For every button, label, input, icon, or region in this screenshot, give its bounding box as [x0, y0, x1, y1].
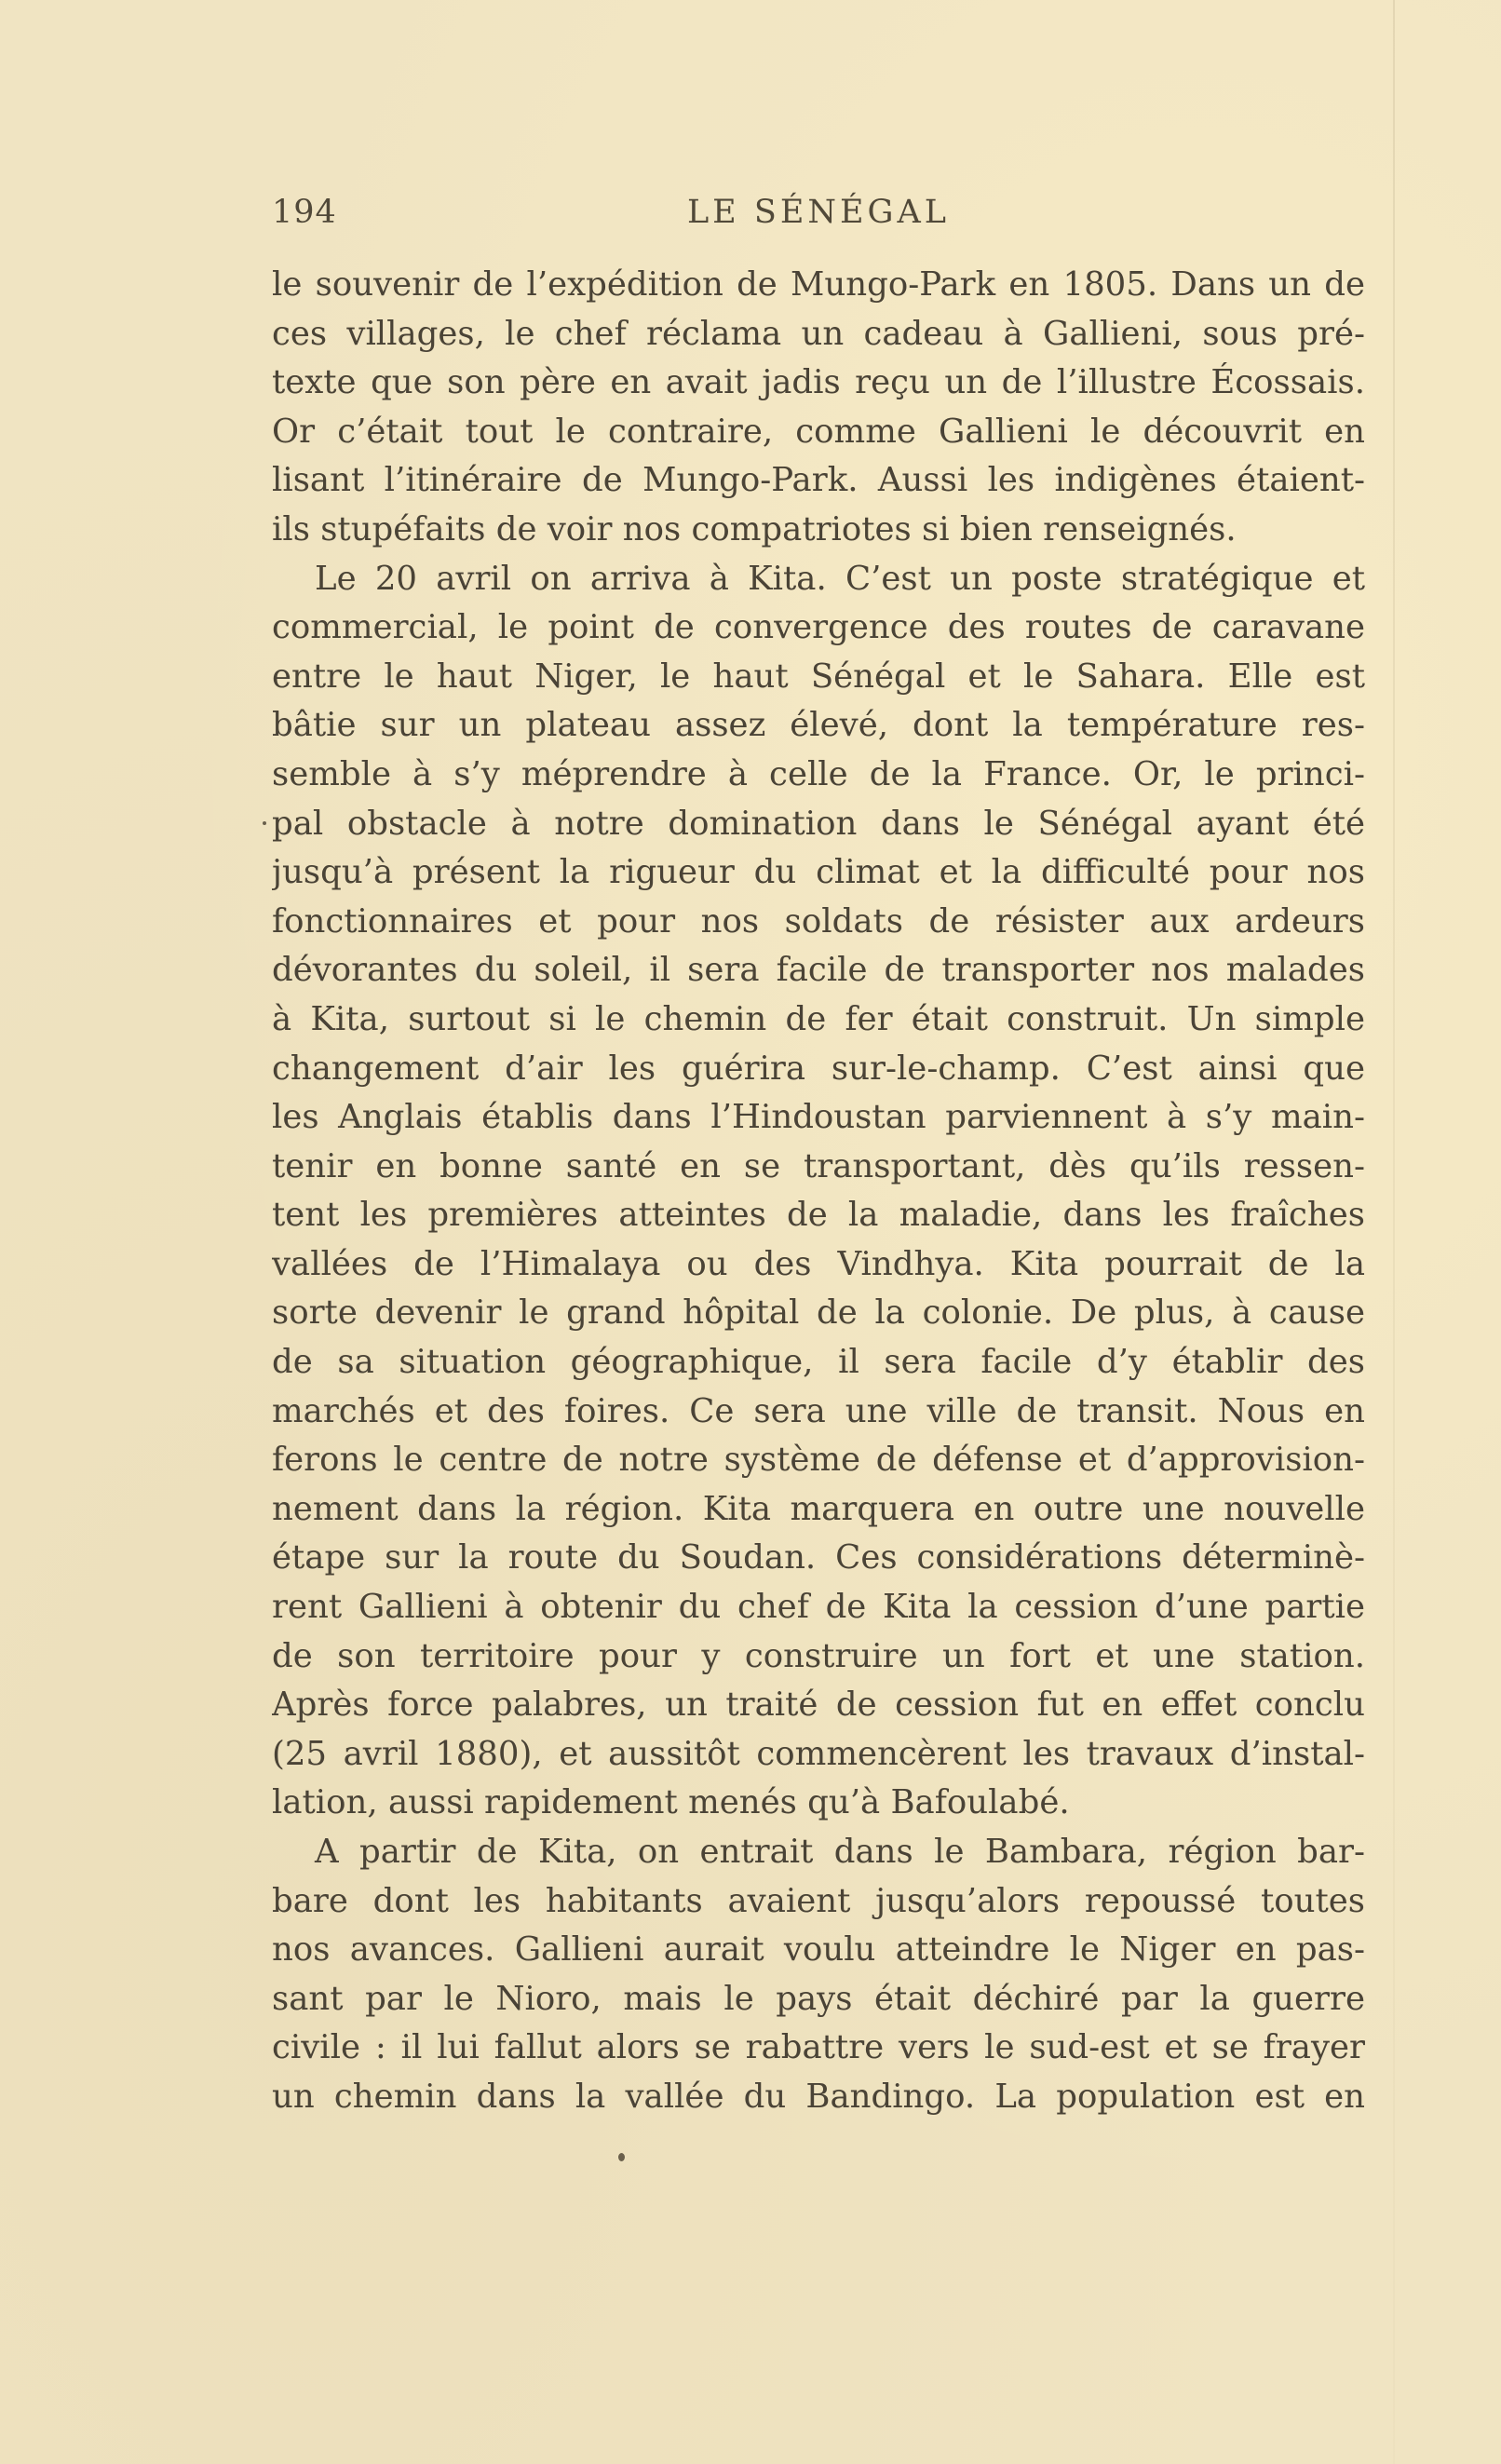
text-line: ils stupéfaits de voir nos compatriotes si bien renseignés.: [272, 509, 1237, 548]
text-line: (25 avril 1880), et aussitôt commencèrent les travaux d’instal-: [272, 1734, 1365, 1773]
text-line: un chemin dans la vallée du Bandingo. La population est en: [272, 2077, 1365, 2116]
text-line: ferons le centre de notre système de défense et d’approvision-: [272, 1441, 1365, 1480]
margin-mark: [263, 821, 266, 825]
text-line: tent les premières atteintes de la maladie, dans les fraîches: [272, 1196, 1365, 1235]
body-text: [272, 261, 1365, 2122]
text-line: civile : il lui fallut alors se rabattre vers le sud-est et se frayer: [272, 2028, 1365, 2067]
text-line: A partir de Kita, on entrait dans le Bambara, région bar-: [315, 1833, 1365, 1871]
text-line: Or c’était tout le contraire, comme Gallieni le découvrit en: [272, 412, 1365, 451]
text-line: bâtie sur un plateau assez élevé, dont la température res-: [272, 706, 1365, 745]
text-line: sorte devenir le grand hôpital de la colonie. De plus, à cause: [272, 1293, 1365, 1333]
text-line: Après force palabres, un traité de cession fut en effet conclu: [272, 1686, 1365, 1725]
text-line: nement dans la région. Kita marquera en outre une nouvelle: [272, 1489, 1365, 1528]
text-line: ces villages, le chef réclama un cadeau à Gallieni, sous pré-: [272, 314, 1365, 353]
text-line: étape sur la route du Soudan. Ces considérations déterminè-: [272, 1538, 1365, 1577]
text-line: marchés et des foires. Ce sera une ville de transit. Nous en: [272, 1391, 1365, 1430]
text-line: lisant l’itinéraire de Mungo-Park. Aussi les indigènes étaient-: [272, 461, 1365, 500]
running-title: LE SÉNÉGAL: [686, 194, 951, 231]
signature-mark: [618, 2153, 625, 2161]
text-line: nos avances. Gallieni aurait voulu atteindre le Niger en pas-: [272, 1930, 1365, 1970]
page-number: 194: [272, 194, 337, 231]
text-line: le souvenir de l’expédition de Mungo-Park en 1805. Dans un de: [272, 265, 1365, 304]
text-line: fonctionnaires et pour nos soldats de résister aux ardeurs: [272, 901, 1365, 941]
text-line: à Kita, surtout si le chemin de fer était construit. Un simple: [272, 999, 1365, 1038]
text-line: sant par le Nioro, mais le pays était déchiré par la guerre: [272, 1979, 1365, 2018]
text-line: les Anglais établis dans l’Hindoustan parviennent à s’y main-: [272, 1098, 1365, 1137]
text-line: entre le haut Niger, le haut Sénégal et le Sahara. Elle est: [272, 657, 1365, 696]
text-line: changement d’air les guérira sur-le-champ. C’est ainsi que: [272, 1049, 1365, 1088]
text-line: rent Gallieni à obtenir du chef de Kita la cession d’une partie: [272, 1588, 1365, 1627]
page-fold-line: [1393, 0, 1395, 2464]
text-line: jusqu’à présent la rigueur du climat et la difficulté pour nos: [272, 853, 1365, 892]
text-line: tenir en bonne santé en se transportant, dès qu’ils ressen-: [272, 1146, 1365, 1185]
text-line: pal obstacle à notre domination dans le Sénégal ayant été: [272, 804, 1365, 843]
text-line: semble à s’y méprendre à celle de la France. Or, le princi-: [272, 754, 1365, 793]
page-header: [272, 194, 1365, 240]
text-line: lation, aussi rapidement menés qu’à Bafoulabé.: [272, 1783, 1070, 1822]
text-line: commercial, le point de convergence des routes de caravane: [272, 608, 1365, 647]
text-line: dévorantes du soleil, il sera facile de transporter nos malades: [272, 951, 1365, 990]
text-line: de sa situation géographique, il sera facile d’y établir des: [272, 1343, 1365, 1382]
text-line: vallées de l’Himalaya ou des Vindhya. Kita pourrait de la: [272, 1244, 1365, 1283]
text-line: bare dont les habitants avaient jusqu’alors repoussé toutes: [272, 1881, 1365, 1920]
text-line: texte que son père en avait jadis reçu un de l’illustre Écossais.: [272, 363, 1365, 402]
text-line: Le 20 avril on arriva à Kita. C’est un poste stratégique et: [315, 559, 1365, 598]
text-line: de son territoire pour y construire un fort et une station.: [272, 1636, 1365, 1675]
